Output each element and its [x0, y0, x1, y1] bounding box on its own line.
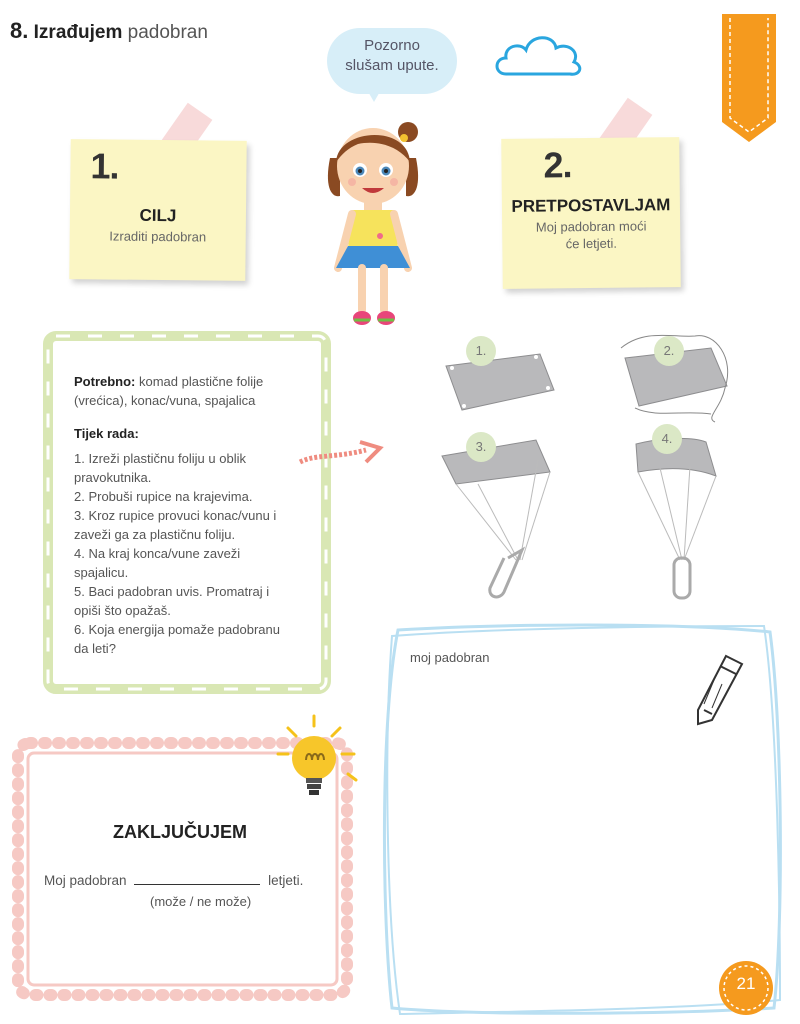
- title-light: padobran: [127, 22, 208, 43]
- step-4-badge: 4.: [652, 424, 682, 454]
- speech-bubble: [327, 28, 457, 94]
- hypothesis-number: 2.: [543, 144, 572, 186]
- speech-bubble-tail: [366, 88, 382, 102]
- step-line: pravokutnika.: [74, 470, 152, 485]
- title-bold: Izrađujem: [33, 22, 123, 43]
- hypothesis-heading: PRETPOSTAVLJAM: [511, 195, 671, 216]
- conclusion-sentence: [44, 872, 303, 888]
- drawing-label: moj padobran: [410, 650, 490, 665]
- conclusion-end: letjeti.: [268, 873, 304, 888]
- speech-line-2: slušam upute.: [345, 57, 439, 74]
- pencil-icon: [690, 650, 750, 728]
- step-2-badge: 2.: [654, 336, 684, 366]
- step-line: opiši što opažaš.: [74, 603, 171, 618]
- hypothesis-note: [501, 137, 681, 289]
- step-line: da leti?: [74, 641, 116, 656]
- goal-note: [69, 139, 246, 281]
- conclusion-options: (može / ne može): [150, 894, 252, 909]
- materials-line-2: (vrećica), konac/vuna, spajalica: [74, 393, 256, 408]
- goal-heading: CILJ: [139, 205, 177, 226]
- step-line: 6. Koja energija pomaže padobranu: [74, 622, 280, 637]
- step-4-image: [630, 428, 730, 603]
- goal-text: Izraditi padobran: [109, 228, 207, 245]
- page-title: [10, 18, 208, 44]
- speech-line-1: Pozorno: [364, 37, 420, 54]
- steps-list: [74, 449, 314, 658]
- hypothesis-line-1: Moj padobran moći: [535, 218, 647, 235]
- materials-line-1: [74, 372, 314, 391]
- step-line: 2. Probuši rupice na krajevima.: [74, 489, 253, 504]
- arrow-right-icon: [296, 436, 386, 470]
- answer-blank[interactable]: [134, 872, 260, 885]
- lightbulb-icon: [276, 712, 364, 808]
- step-line: spajalicu.: [74, 565, 129, 580]
- goal-number: 1.: [90, 145, 119, 187]
- step-1-image: [440, 338, 560, 418]
- procedure-text: [74, 372, 314, 658]
- conclusion-heading: ZAKLJUČUJEM: [112, 822, 247, 842]
- step-line: 5. Baci padobran uvis. Promatraj i: [74, 584, 270, 599]
- conclusion-start: Moj padobran: [44, 873, 127, 888]
- girl-illustration: [318, 118, 428, 333]
- step-line: 4. Na kraj konca/vune zaveži: [74, 546, 241, 561]
- materials-text: komad plastične folije: [135, 374, 264, 389]
- exercise-number: 8.: [10, 18, 29, 43]
- step-3-badge: 3.: [466, 432, 496, 462]
- step-3-image: [438, 430, 558, 605]
- step-1-badge: 1.: [466, 336, 496, 366]
- materials-label: Potrebno:: [74, 374, 136, 389]
- step-line: 1. Izreži plastičnu foliju u oblik: [74, 451, 246, 466]
- step-line: 3. Kroz rupice provuci konac/vunu i: [74, 508, 277, 523]
- step-line: zaveži ga za plastičnu foliju.: [74, 527, 236, 542]
- page-number: 21: [736, 974, 756, 993]
- cloud-icon: [492, 28, 584, 80]
- hypothesis-line-2: će letjeti.: [565, 235, 618, 252]
- steps-label: Tijek rada:: [74, 426, 139, 441]
- bookmark-ribbon-icon: [722, 14, 776, 142]
